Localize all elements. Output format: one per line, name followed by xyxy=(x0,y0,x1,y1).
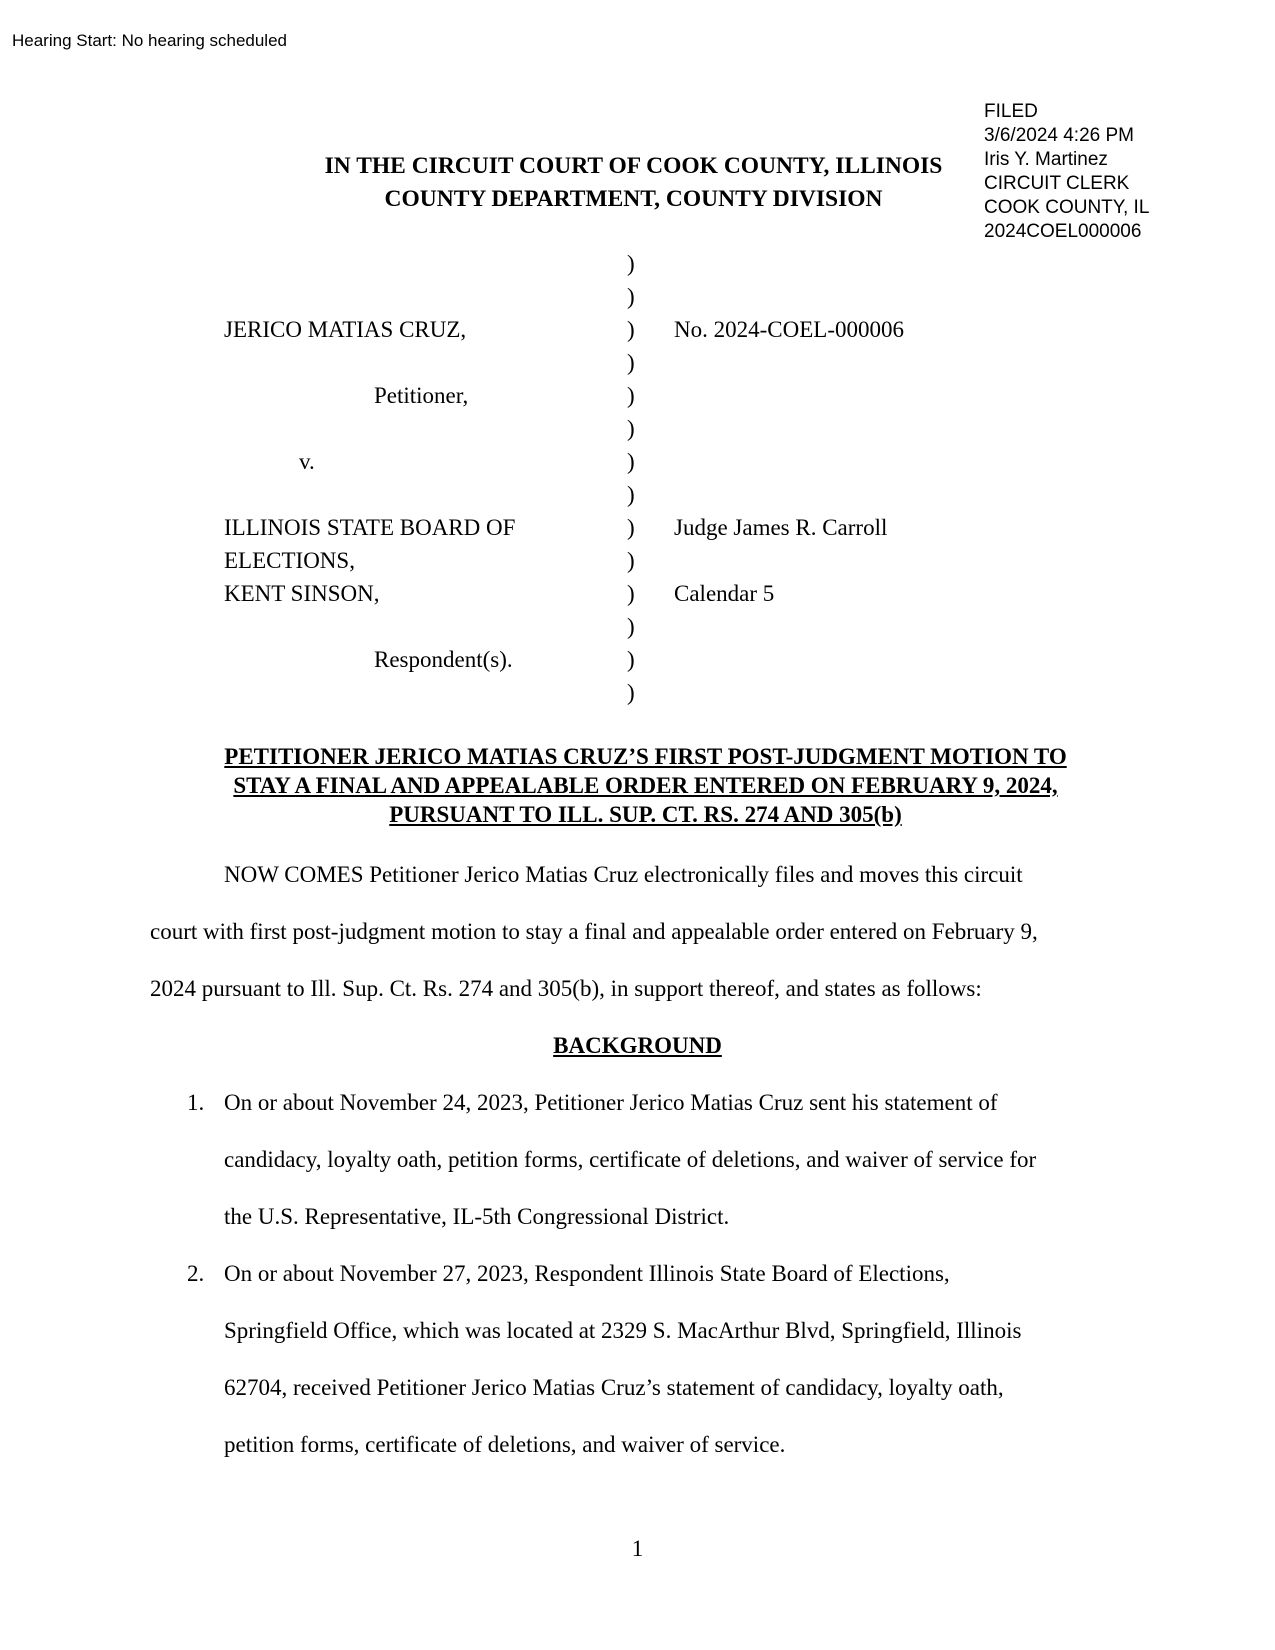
filed-stamp-line: Iris Y. Martinez xyxy=(984,149,1108,170)
respondent-name-line: ILLINOIS STATE BOARD OF xyxy=(224,515,516,540)
list-item-number: 1. xyxy=(187,1090,205,1115)
caption-paren: ) xyxy=(627,482,635,507)
court-heading xyxy=(0,150,1275,216)
intro-paragraph-line: 2024 pursuant to Ill. Sup. Ct. Rs. 274 and 305(b), in support thereof, and states as follows: xyxy=(150,976,982,1001)
section-heading-background xyxy=(0,1033,1275,1059)
page-number: 1 xyxy=(631,1536,644,1561)
caption-paren: ) xyxy=(627,548,635,573)
hearing-status: Hearing Start: No hearing scheduled xyxy=(12,31,287,50)
list-item-line: petition forms, certificate of deletions, and waiver of service. xyxy=(224,1432,786,1457)
caption-paren: ) xyxy=(627,416,635,441)
respondent-name-line: KENT SINSON, xyxy=(224,581,380,606)
caption-paren: ) xyxy=(627,515,635,540)
respondent-role: Respondent(s). xyxy=(374,647,513,672)
caption-paren: ) xyxy=(627,680,635,705)
court-heading-line: COUNTY DEPARTMENT, COUNTY DIVISION xyxy=(384,186,883,212)
filed-stamp-line: CIRCUIT CLERK xyxy=(984,173,1130,194)
list-item-line: candidacy, loyalty oath, petition forms, certificate of deletions, and waiver of service for xyxy=(224,1147,1037,1172)
petitioner-name: JERICO MATIAS CRUZ, xyxy=(224,317,467,342)
motion-title-line: STAY A FINAL AND APPEALABLE ORDER ENTERED ON FEBRUARY 9, 2024, xyxy=(233,773,1058,798)
respondent-name-line: ELECTIONS, xyxy=(224,548,355,573)
list-item-line: the U.S. Representative, IL-5th Congressional District. xyxy=(224,1204,730,1229)
filed-stamp-line: FILED xyxy=(984,101,1038,122)
caption-paren: ) xyxy=(627,449,635,474)
filed-stamp-line: 2024COEL000006 xyxy=(984,221,1142,242)
caption-paren: ) xyxy=(627,383,635,408)
case-number: No. 2024-COEL-000006 xyxy=(674,317,904,342)
motion-title-line: PURSUANT TO ILL. SUP. CT. RS. 274 AND 305(b) xyxy=(389,802,902,827)
filed-stamp-line: COOK COUNTY, IL xyxy=(984,197,1150,218)
caption-paren: ) xyxy=(627,284,635,309)
motion-title xyxy=(0,742,1275,829)
caption-paren: ) xyxy=(627,647,635,672)
list-item-line: On or about November 24, 2023, Petitioner Jerico Matias Cruz sent his statement of xyxy=(224,1090,998,1115)
caption-paren: ) xyxy=(627,581,635,606)
judge-name: Judge James R. Carroll xyxy=(674,515,888,540)
versus-label: v. xyxy=(299,449,315,474)
caption-paren: ) xyxy=(627,350,635,375)
calendar-number: Calendar 5 xyxy=(674,581,775,606)
caption-paren: ) xyxy=(627,317,635,342)
caption-paren: ) xyxy=(627,251,635,276)
court-heading-line: IN THE CIRCUIT COURT OF COOK COUNTY, ILLINOIS xyxy=(324,153,943,179)
list-item-line: Springfield Office, which was located at 2329 S. MacArthur Blvd, Springfield, Illinois xyxy=(224,1318,1022,1343)
motion-title-line: PETITIONER JERICO MATIAS CRUZ’S FIRST POST-JUDGMENT MOTION TO xyxy=(224,744,1067,769)
list-item-number: 2. xyxy=(187,1261,205,1286)
filed-stamp-line: 3/6/2024 4:26 PM xyxy=(984,125,1134,146)
list-item-line: 62704, received Petitioner Jerico Matias Cruz’s statement of candidacy, loyalty oath, xyxy=(224,1375,1004,1400)
intro-paragraph-line: NOW COMES Petitioner Jerico Matias Cruz electronically files and moves this circuit xyxy=(224,862,1023,887)
list-item-line: On or about November 27, 2023, Respondent Illinois State Board of Elections, xyxy=(224,1261,950,1286)
intro-paragraph-line: court with first post-judgment motion to stay a final and appealable order entered on February 9, xyxy=(150,919,1038,944)
petitioner-role: Petitioner, xyxy=(374,383,469,408)
section-heading-text: BACKGROUND xyxy=(553,1033,722,1058)
caption-paren: ) xyxy=(627,614,635,639)
